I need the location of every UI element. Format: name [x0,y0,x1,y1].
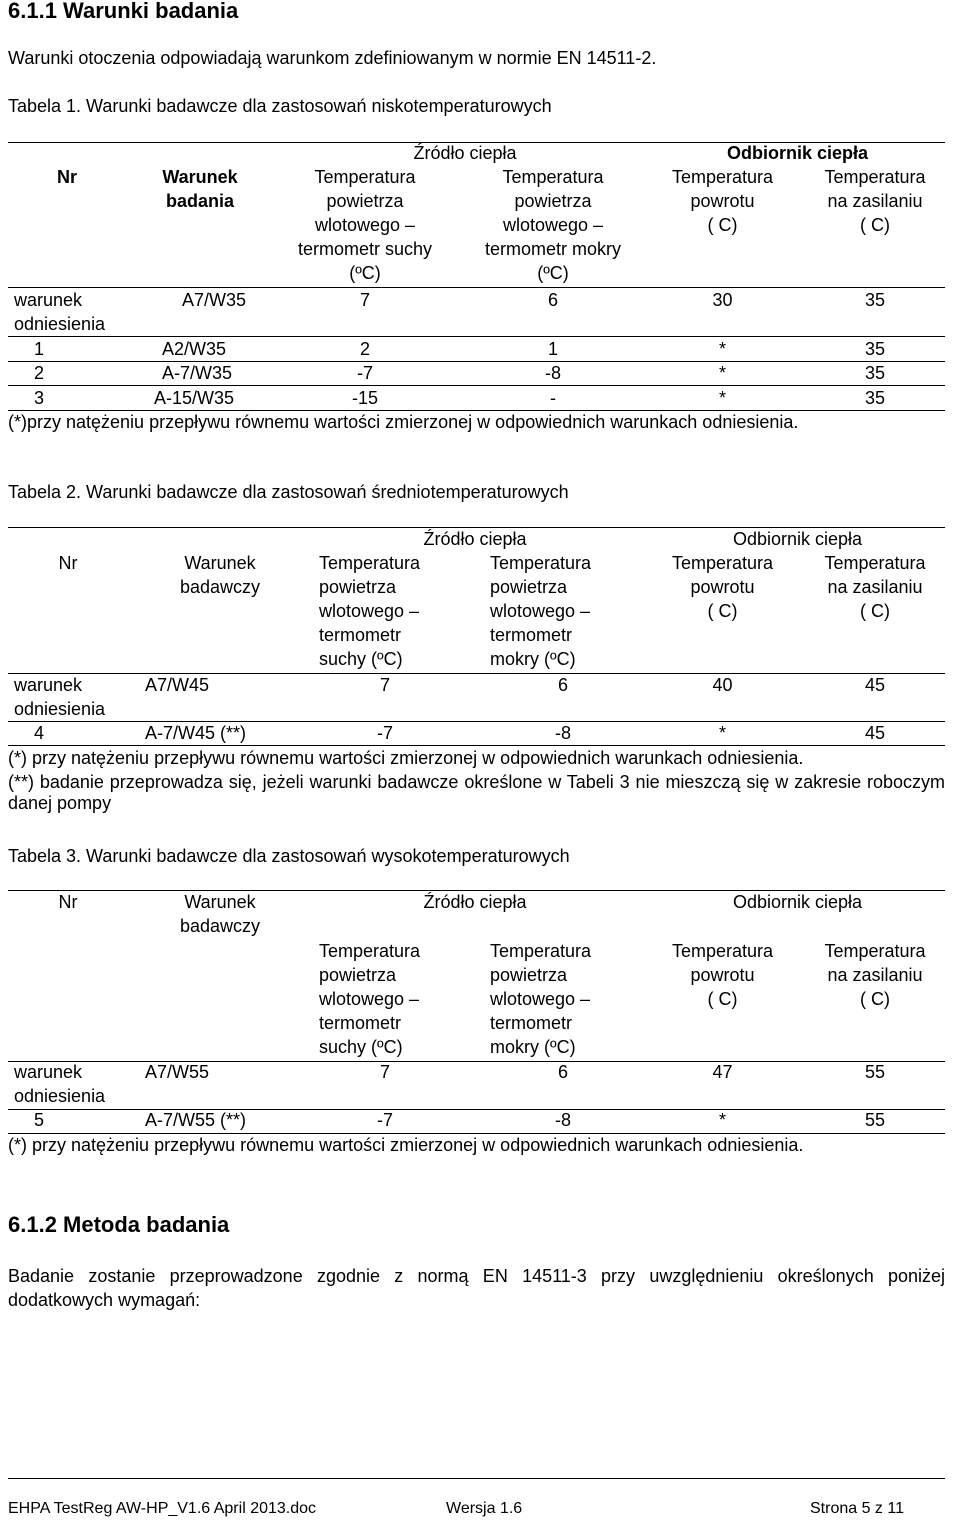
t1-row-nr: 1 [34,339,45,359]
t3-dry-line: wlotowego – [319,989,420,1009]
t3-wet-line: mokry (ºC) [490,1037,576,1057]
table2-title: Tabela 2. Warunki badawcze dla zastosowań średniotemperaturowych [8,482,569,502]
t1-header-warunek-1: Warunek [162,167,238,187]
t2-wet-line: Temperatura [490,553,592,573]
t1-dry-line: termometr suchy [297,239,433,259]
table1-title: Tabela 1. Warunki badawcze dla zastosowań niskotemperaturowych [8,96,552,116]
t2-ret-line: ( C) [707,601,738,621]
t2-ref-dry: 7 [379,675,390,695]
t1-header-sink: Odbiornik ciepła [726,143,869,163]
t2-sup-line: Temperatura [824,553,926,573]
t2-divider [8,721,945,722]
t2-dry-line: termometr [319,625,402,645]
t3-wet-line: powietrza [490,965,568,985]
t3-wet-line: wlotowego – [490,989,591,1009]
t3-header-sink: Odbiornik ciepła [732,892,863,912]
t3-ref-label2: odniesienia [14,1086,106,1106]
t2-header-nr: Nr [58,553,78,573]
t2-row-nr: 4 [34,723,45,743]
t2-wet-line: termometr [490,625,573,645]
t1-sup-line: na zasilaniu [827,191,923,211]
t1-wet-line: (ºC) [537,263,569,283]
t1-row-nr: 2 [34,363,45,383]
t2-wet-line: wlotowego – [490,601,591,621]
t3-wet-line: termometr [490,1013,573,1033]
t3-header-source: Źródło ciepła [423,892,527,912]
t1-ref-wet: 6 [547,290,558,310]
t1-ret-line: Temperatura [671,167,774,187]
t1-row-nr: 3 [34,388,45,408]
t3-ret-line: Temperatura [671,941,774,961]
t2-ref-sup: 45 [864,675,886,695]
t3-dry-line: powietrza [319,965,397,985]
t2-row-cond: A-7/W45 (**) [145,723,247,743]
t2-ref-wet: 6 [557,675,568,695]
t1-row-dry: -15 [351,388,378,408]
t1-ret-line: powrotu [690,191,755,211]
t1-ref-cond: A7/W35 [182,290,247,310]
t1-row-wet: 1 [547,339,558,359]
t2-row-sup: 45 [864,723,886,743]
t1-ref-dry: 7 [359,290,370,310]
table2-top-border [8,527,945,528]
t2-ret-line: powrotu [690,577,755,597]
t3-ref-cond: A7/W55 [145,1062,210,1082]
t1-sup-line: Temperatura [824,167,926,187]
footer-page-number: Strona 5 z 11 [810,1500,904,1517]
t1-row-wet: -8 [544,363,561,383]
t3-row-nr: 5 [34,1110,45,1130]
t2-sup-line: na zasilaniu [827,577,923,597]
t1-row-ret: * [718,363,726,383]
t1-row-wet: - [550,388,556,408]
t1-row-sup: 35 [864,339,886,359]
t2-ref-cond: A7/W45 [145,675,210,695]
t1-ref-sup: 35 [864,290,886,310]
t2-wet-line: powietrza [490,577,568,597]
t1-row-cond: A-15/W35 [154,388,235,408]
t1-dry-line: (ºC) [349,263,381,283]
section-heading-6-1-2: 6.1.2 Metoda badania [8,1212,230,1237]
t3-dry-line: suchy (ºC) [319,1037,403,1057]
t3-row-ret: * [718,1110,726,1130]
t2-header-warunek-2: badawczy [179,577,261,597]
t3-row-sup: 55 [864,1110,886,1130]
t2-divider [8,673,945,674]
table3-title: Tabela 3. Warunki badawcze dla zastosowań wysokotemperaturowych [8,846,570,866]
t3-row-wet: -8 [554,1110,571,1130]
t3-ret-line: powrotu [690,965,755,985]
t2-note1: (*) przy natężeniu przepływu równemu wartości zmierzonej w odpowiednich warunkach odniesienia. [8,748,804,768]
t1-header-source: Źródło ciepła [413,143,517,163]
t1-divider [8,287,945,288]
footer-version: Wersja 1.6 [446,1500,523,1517]
t3-dry-line: Temperatura [319,941,421,961]
t1-divider [8,336,945,337]
table3-top-border [8,890,945,891]
t3-note: (*) przy natężeniu przepływu równemu wartości zmierzonej w odpowiednich warunkach odniesienia. [8,1135,804,1155]
t2-ref-ret: 40 [712,675,733,695]
t2-row-dry: -7 [376,723,393,743]
t3-sup-line: Temperatura [824,941,926,961]
t1-dry-line: powietrza [326,191,404,211]
t3-ref-label1: warunek [14,1062,83,1082]
footer-rule [8,1478,945,1479]
t1-divider [8,410,945,411]
t1-dry-line: wlotowego – [314,215,416,235]
t3-ref-dry: 7 [379,1062,390,1082]
t1-wet-line: termometr mokry [484,239,621,259]
t1-note: (*)przy natężeniu przepływu równemu wartości zmierzonej w odpowiednich warunkach odniesienia. [8,412,799,432]
t3-dry-line: termometr [319,1013,402,1033]
t1-ref-label1: warunek [14,290,83,310]
t1-row-sup: 35 [864,388,886,408]
t1-ref-ret: 30 [712,290,733,310]
t3-ret-line: ( C) [707,989,738,1009]
t1-row-dry: -7 [356,363,373,383]
t1-wet-line: Temperatura [502,167,604,187]
t1-row-sup: 35 [864,363,886,383]
t2-ref-label2: odniesienia [14,699,106,719]
footer-doc-name: EHPA TestReg AW-HP_V1.6 April 2013.doc [8,1500,317,1517]
t1-row-ret: * [718,388,726,408]
t1-header-warunek-2: badania [165,191,235,211]
t1-row-cond: A-7/W35 [162,363,233,383]
t2-dry-line: Temperatura [319,553,421,573]
t1-dry-line: Temperatura [314,167,416,187]
t2-wet-line: mokry (ºC) [490,649,576,669]
t3-row-dry: -7 [376,1110,393,1130]
t1-wet-line: powietrza [514,191,592,211]
t2-header-source: Źródło ciepła [423,529,527,549]
t2-header-warunek-1: Warunek [184,553,256,573]
t2-header-sink: Odbiornik ciepła [732,529,863,549]
t3-ref-ret: 47 [712,1062,733,1082]
t3-header-nr: Nr [58,892,78,912]
method-paragraph: Badanie zostanie przeprowadzone zgodnie z normą EN 14511-3 przy uwzględnieniu określonych poniżej dodatkowych wymagań: [8,1266,945,1310]
t2-row-ret: * [718,723,726,743]
t1-ref-label2: odniesienia [14,314,106,334]
t2-divider [8,745,945,746]
intro-paragraph: Warunki otoczenia odpowiadają warunkom zdefiniowanym w normie EN 14511-2. [8,48,657,68]
t1-wet-line: wlotowego – [502,215,604,235]
t3-divider [8,1133,945,1134]
t2-dry-line: wlotowego – [319,601,420,621]
t3-ref-sup: 55 [864,1062,886,1082]
t1-row-dry: 2 [359,339,370,359]
t2-sup-line: ( C) [860,601,890,621]
t2-row-wet: -8 [554,723,571,743]
t3-ref-wet: 6 [557,1062,568,1082]
t1-header-nr: Nr [56,167,77,187]
t2-ret-line: Temperatura [671,553,774,573]
t2-ref-label1: warunek [14,675,83,695]
t1-sup-line: ( C) [860,215,890,235]
t3-wet-line: Temperatura [490,941,592,961]
t1-divider [8,361,945,362]
t1-row-ret: * [718,339,726,359]
section-heading-6-1-1: 6.1.1 Warunki badania [8,0,239,23]
t3-header-warunek-2: badawczy [179,916,261,936]
t1-ret-line: ( C) [707,215,738,235]
t2-note2: (**) badanie przeprowadza się, jeżeli warunki badawcze określone w Tabeli 3 nie mieszczą się w zakresie roboczym danej pompy [8,772,945,813]
t3-header-warunek-1: Warunek [184,892,256,912]
t1-divider [8,385,945,386]
t3-row-cond: A-7/W55 (**) [145,1110,247,1130]
t3-sup-line: na zasilaniu [827,965,923,985]
t2-dry-line: suchy (ºC) [319,649,403,669]
t3-sup-line: ( C) [860,989,890,1009]
t2-dry-line: powietrza [319,577,397,597]
t1-row-cond: A2/W35 [162,339,227,359]
